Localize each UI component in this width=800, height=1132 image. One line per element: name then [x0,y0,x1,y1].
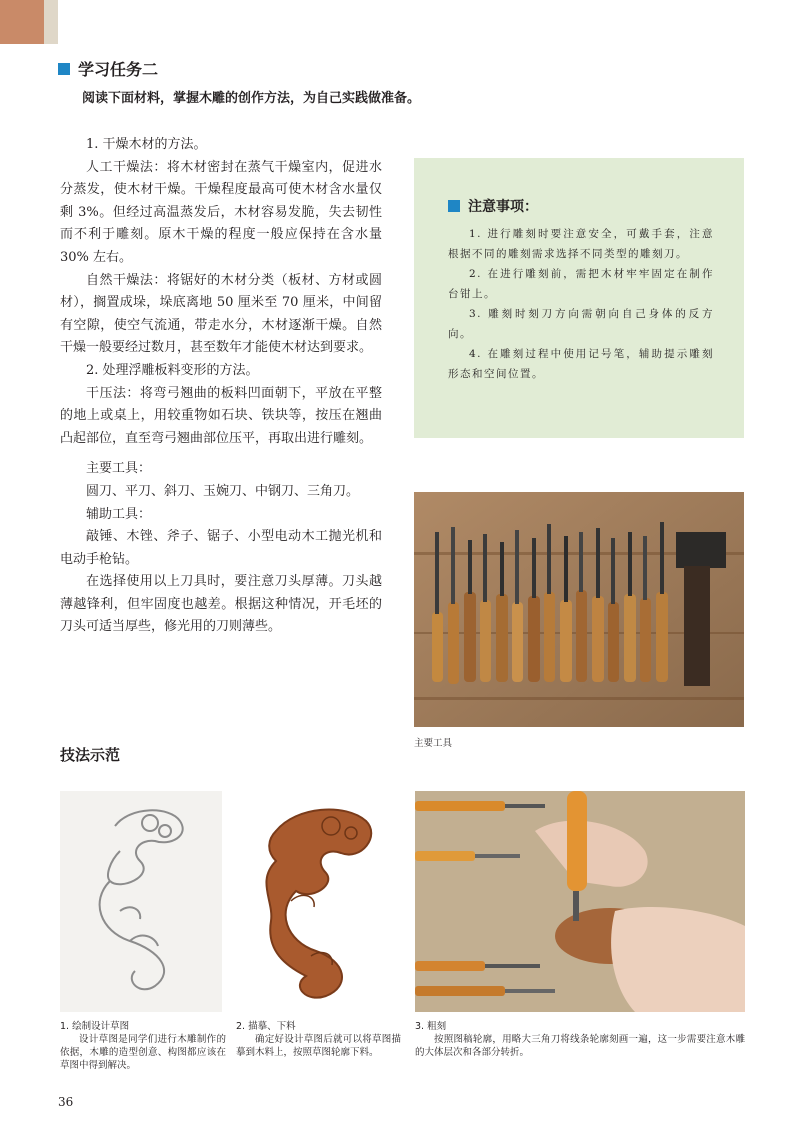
sketch-drawing-photo [60,791,222,1012]
step-caption [415,1020,745,1059]
paragraph: 敲锤、木锉、斧子、锯子、小型电动木工抛光机和电动手枪钻。 [60,529,382,567]
note-item: 2. 在进行雕刻前，需把木材牢牢固定在制作台钳上。 [448,268,714,300]
notes-header [448,196,538,216]
note-item: 3. 雕刻时刻刀方向需朝向自己身体的反方向。 [448,308,714,340]
paragraph: 1. 干燥木材的方法。 [86,137,207,152]
blue-square-icon [448,200,460,212]
step-text: 设计草图是同学们进行木雕制作的依据，木雕的造型创意、构图都应该在草图中得到解决。 [60,1034,226,1071]
notes-list [448,224,714,384]
carving-tools-photo [414,492,744,727]
paragraph: 主要工具： [86,461,152,477]
rough-carving-photo [415,791,745,1012]
step-title: 1. 绘制设计草图 [60,1021,130,1032]
note-item: 4. 在雕刻过程中使用记号笔，辅助提示雕刻形态和空间位置。 [448,348,714,380]
step-caption [236,1020,401,1059]
section-intro: 阅读下面材料，掌握木雕的创作方法，为自己实践做准备。 [82,91,421,106]
paragraph: 干压法：将弯弓翘曲的板料凹面朝下，平放在平整的地上或桌上，用较重物如石块、铁块等，按压在翘曲凸起部位，直至弯弓翘曲部位压平，再取出进行雕刻。 [60,385,382,446]
technique-title: 技法示范 [60,746,121,764]
main-text [60,134,382,639]
paragraph: 自然干燥法：将锯好的木材分类（板材、方材或圆材），搁置成垛，垛底离地 50 厘米至 70 厘米，中间留有空隙，使空气流通，带走水分，木材逐渐干燥。自然干燥一般要经过数月，甚至数年才能使木材达到要求。 [60,272,382,356]
notes-title: 注意事项： [468,199,538,215]
paragraph: 在选择使用以上刀具时，要注意刀头厚薄。刀头越薄越锋利，但牢固度也越差。根据这种情况，开毛坯的刀头可适当厚些，修光用的刀则薄些。 [60,574,382,635]
step-text: 确定好设计草图后就可以将草图描摹到木料上，按照草图轮廓下料。 [236,1034,401,1058]
wood-cutout-photo [236,791,401,1012]
note-item: 1. 进行雕刻时要注意安全，可戴手套，注意根据不同的雕刻需求选择不同类型的雕刻刀。 [448,228,714,260]
step-text: 按照图稿轮廓，用略大三角刀将线条轮廓刻画一遍，这一步需要注意木雕的大体层次和各部分转折。 [415,1034,745,1058]
section-header [58,57,158,80]
step-title: 2. 描摹、下料 [236,1021,296,1032]
blue-square-icon [58,63,70,75]
step-caption [60,1020,226,1072]
paragraph: 2. 处理浮雕板料变形的方法。 [86,362,259,378]
corner-decoration [0,0,44,44]
tools-photo-caption: 主要工具 [414,738,453,749]
step-title: 3. 粗刻 [415,1021,447,1032]
corner-stripe [44,0,58,44]
paragraph: 圆刀、平刀、斜刀、玉婉刀、中钢刀、三角刀。 [86,483,360,499]
section-title: 学习任务二 [78,60,159,79]
paragraph: 辅助工具： [86,506,152,522]
page-number: 36 [58,1095,74,1109]
paragraph: 人工干燥法：将木材密封在蒸气干燥室内，促进水分蒸发，使木材干燥。干燥程度最高可使木材含水量仅剩 3%。但经过高温蒸发后，木材容易发脆，失去韧性而不利于雕刻。原木干燥的程度一般应保持在含水量 30% 左右。 [60,159,382,265]
